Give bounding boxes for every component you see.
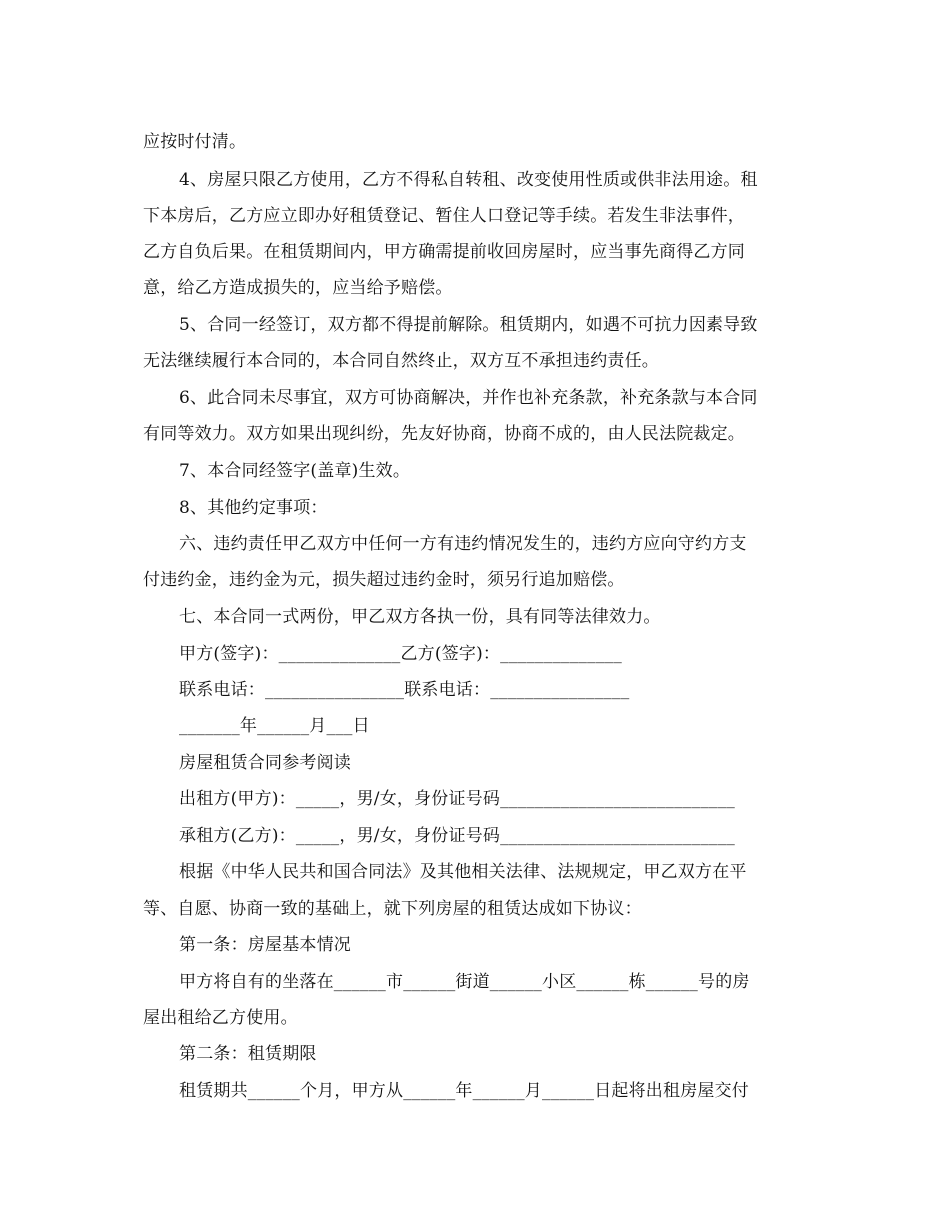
text-line: 甲方将自有的坐落在______市______街道______小区______栋______号的房 [179,972,750,992]
text-line: 根据《中华人民共和国合同法》及其他相关法律、法规规定，甲乙双方在平 [179,862,747,882]
article-heading: 第二条：租赁期限 [179,1044,317,1064]
text-line: 7、本合同经签字(盖章)生效。 [179,461,411,481]
text-line: 乙方自负后果。在租赁期间内，甲方确需提前收回房屋时，应当事先商得乙方同 [143,242,745,262]
text-line: 六、违约责任甲乙双方中任何一方有违约情况发生的，违约方应向守约方支 [179,534,747,554]
text-line: 8、其他约定事项： [179,498,328,518]
signature-line-date: _______年______月___日 [179,716,370,736]
article-heading: 第一条：房屋基本情况 [179,935,351,955]
text-line: 付违约金，违约金为元，损失超过违约金时，须另行追加赔偿。 [143,570,625,590]
text-line: 承租方(乙方)：_____，男/女，身份证号码___________________________ [179,826,735,846]
text-line: 出租方(甲方)：_____，男/女，身份证号码___________________________ [179,789,735,809]
text-line: 意，给乙方造成损失的，应当给予赔偿。 [143,278,453,298]
text-line: 屋出租给乙方使用。 [143,1008,298,1028]
signature-line-phone: 联系电话：________________联系电话：________________ [179,680,630,700]
text-line: 4、房屋只限乙方使用，乙方不得私自转租、改变使用性质或供非法用途。租 [179,170,758,190]
section-title: 房屋租赁合同参考阅读 [179,753,351,773]
text-line: 5、合同一经签订，双方都不得提前解除。租赁期内，如遇不可抗力因素导致 [179,315,758,335]
text-line: 无法继续履行本合同的，本合同自然终止，双方互不承担违约责任。 [143,351,659,371]
text-line: 等、自愿、协商一致的基础上，就下列房屋的租赁达成如下协议： [143,899,642,919]
text-line: 租赁期共______个月，甲方从______年______月______日起将出租房屋交付 [179,1081,749,1101]
text-line: 应按时付清。 [143,132,247,152]
text-line: 下本房后，乙方应立即办好租赁登记、暂住人口登记等手续。若发生非法事件， [143,206,745,226]
text-line: 6、此合同未尽事宜，双方可协商解决，并作也补充条款，补充条款与本合同 [179,388,758,408]
text-line: 有同等效力。双方如果出现纠纷，先友好协商，协商不成的，由人民法院裁定。 [143,424,745,444]
signature-line-parties: 甲方(签字)：______________乙方(签字)：______________ [179,644,622,664]
text-line: 七、本合同一式两份，甲乙双方各执一份，具有同等法律效力。 [179,607,661,627]
